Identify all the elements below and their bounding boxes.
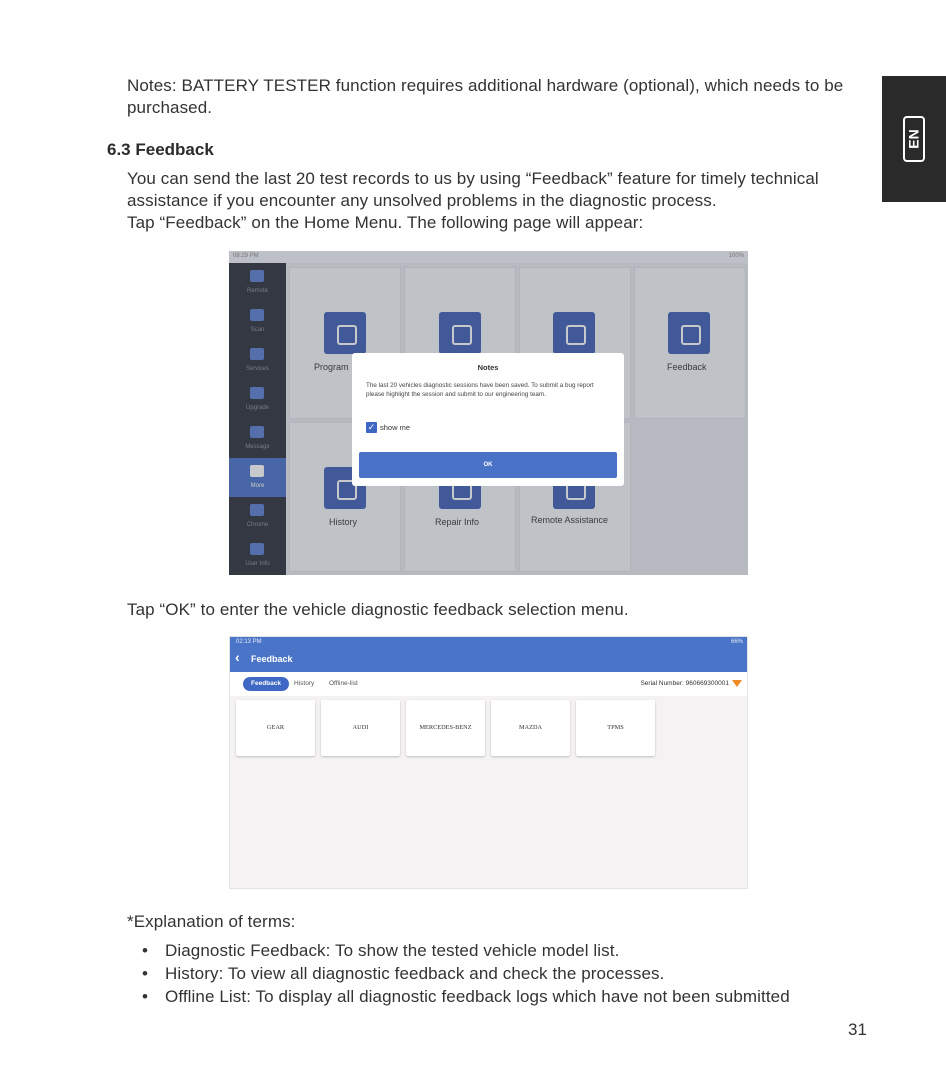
paragraph-line-3: Tap “Feedback” on the Home Menu. The following page will appear: (127, 213, 644, 232)
notes-dialog (352, 353, 624, 486)
bullet-marker: • (142, 964, 149, 983)
tab-feedback[interactable]: Feedback (243, 677, 289, 691)
tab-history[interactable]: History (294, 680, 315, 687)
show-me-label: show me (380, 423, 411, 432)
bullet-marker: • (142, 987, 149, 1006)
paragraph-line-2: assistance if you encounter any unsolved problems in the diagnostic process. (127, 191, 717, 210)
bullet-history: History: To view all diagnostic feedback and check the processes. (165, 964, 665, 983)
tile-label-remote-assistance: Remote Assistance (531, 515, 609, 525)
model-card-mercedes-benz[interactable]: MERCEDES-BENZ (406, 700, 485, 756)
bullet-diagnostic-feedback: Diagnostic Feedback: To show the tested vehicle model list. (165, 941, 620, 960)
model-card-gear[interactable]: GEAR (236, 700, 315, 756)
tile-label-feedback: Feedback (667, 362, 707, 372)
sidebar-item-label: User Info (245, 561, 270, 567)
model-card-audi[interactable]: AUDI (321, 700, 400, 756)
sidebar-item-label: Upgrade (245, 405, 269, 411)
status-time: 08:29 PM (233, 253, 259, 259)
tab-offline-list[interactable]: Offline-list (329, 680, 358, 687)
dialog-title: Notes (477, 363, 499, 372)
serial-number: Serial Number: 960669300001 (640, 680, 729, 687)
status-battery: 66% (730, 639, 743, 645)
sidebar-item-label: Chrome (246, 522, 269, 528)
feedback-tab-bar (230, 672, 748, 696)
notes-line-2: purchased. (127, 98, 213, 117)
ok-button[interactable]: OK (359, 452, 617, 478)
page-number: 31 (848, 1020, 868, 1039)
feedback-menu-screenshot (229, 636, 748, 889)
tile-label-program: Program (314, 362, 349, 372)
show-me-checkbox[interactable]: ✓ (367, 422, 376, 432)
home-menu-screenshot (229, 251, 748, 575)
sidebar-item-label: Scan (250, 327, 265, 333)
tile-label-history: History (329, 517, 358, 527)
dialog-message: The last 20 vehicles diagnostic sessions have been saved. To submit a bug report please highlight the session and submit to our engineering team. (366, 382, 594, 398)
feedback-title: Feedback (251, 654, 293, 664)
feedback-header (230, 637, 748, 672)
bullet-marker: • (142, 941, 149, 960)
model-card-mazda[interactable]: MAZDA (491, 700, 570, 756)
sidebar-item-label: Services (245, 366, 269, 372)
tile-label-repair-info: Repair Info (435, 517, 480, 527)
sidebar-item-label: More (250, 483, 265, 489)
paragraph-line-1: You can send the last 20 test records to us by using “Feedback” feature for timely technical (127, 169, 819, 188)
bullet-offline-list: Offline List: To display all diagnostic feedback logs which have not been submitted (165, 987, 790, 1006)
dropdown-triangle-icon[interactable] (732, 680, 742, 687)
model-card-tpms[interactable]: TPMS (576, 700, 655, 756)
notes-line-1: Notes: BATTERY TESTER function requires additional hardware (optional), which needs to be (127, 76, 844, 95)
section-heading: 6.3 Feedback (107, 140, 214, 159)
language-tab (882, 76, 946, 202)
explanation-title: *Explanation of terms: (127, 912, 296, 931)
status-battery: 100% (728, 253, 744, 259)
language-tab-label (903, 116, 925, 162)
sidebar-item-label: Remote (246, 288, 268, 294)
tap-ok-instruction: Tap “OK” to enter the vehicle diagnostic feedback selection menu. (127, 600, 629, 619)
language-tab-text: EN (906, 129, 923, 149)
back-arrow-icon[interactable]: ‹ (235, 649, 240, 665)
status-time: 02:13 PM (236, 639, 262, 645)
sidebar-item-label: Message (245, 444, 270, 450)
